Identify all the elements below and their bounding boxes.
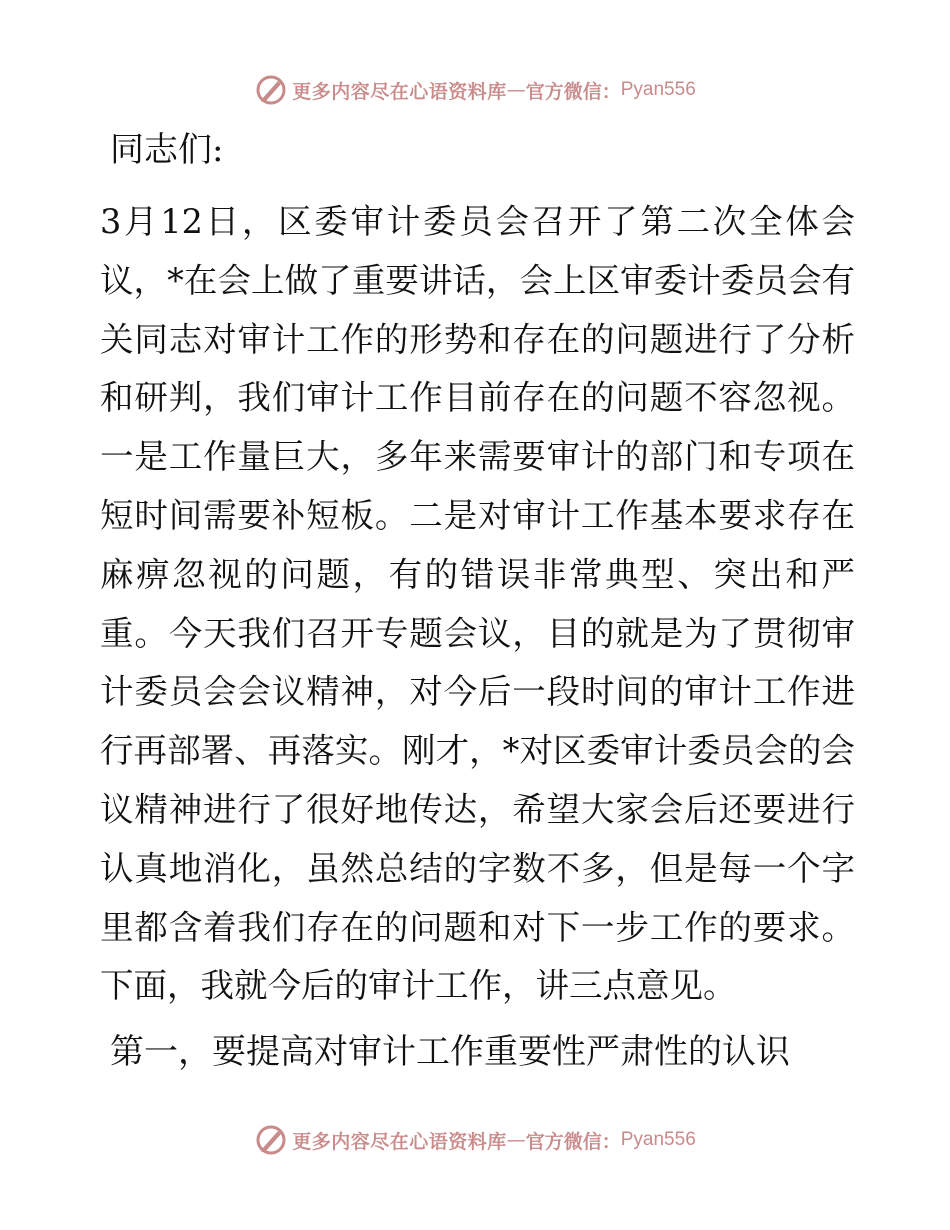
header-watermark <box>0 70 950 110</box>
body-paragraph: 3月12日，区委审计委员会召开了第二次全体会议，*在会上做了重要讲话，会上区审委计委员会有关同志对审计工作的形势和存在的问题进行了分析和研判，我们审计工作目前存在的问题不容忽视。一是工作量巨大，多年来需要审计的部门和专项在短时间需要补短板。二是对审计工作基本要求存在麻痹忽视的问题，有的错误非常典型、突出和严重。今天我们召开专题会议，目的就是为了贯彻审计委员会会议精神，对今后一段时间的审计工作进行再部署、再落实。刚才，*对区委审计委员会的会议精神进行了很好地传达，希望大家会后还要进行认真地消化，虽然总结的字数不多，但是每一个字里都含着我们存在的问题和对下一步工作的要求。下面，我就今后的审计工作，讲三点意见。 <box>100 202 855 1006</box>
pen-logo-icon <box>254 73 288 107</box>
watermark-label: 官方微信： <box>525 1130 621 1153</box>
section-heading: 第一，要提高对审计工作重要性严肃性的认识 <box>110 1032 790 1072</box>
watermark-site-text: 更多内容尽在心语资料库 <box>292 80 507 103</box>
footer-watermark <box>0 1120 950 1160</box>
watermark-wechat-id: Pyan556 <box>620 1129 696 1150</box>
pen-logo-icon <box>254 1123 288 1157</box>
watermark-wechat-id: Pyan556 <box>620 79 696 100</box>
watermark-separator: — <box>506 79 526 101</box>
watermark-label: 官方微信： <box>525 80 621 103</box>
watermark-site-text: 更多内容尽在心语资料库 <box>292 1130 507 1153</box>
salutation: 同志们: <box>110 130 224 170</box>
watermark-separator: — <box>506 1129 526 1151</box>
